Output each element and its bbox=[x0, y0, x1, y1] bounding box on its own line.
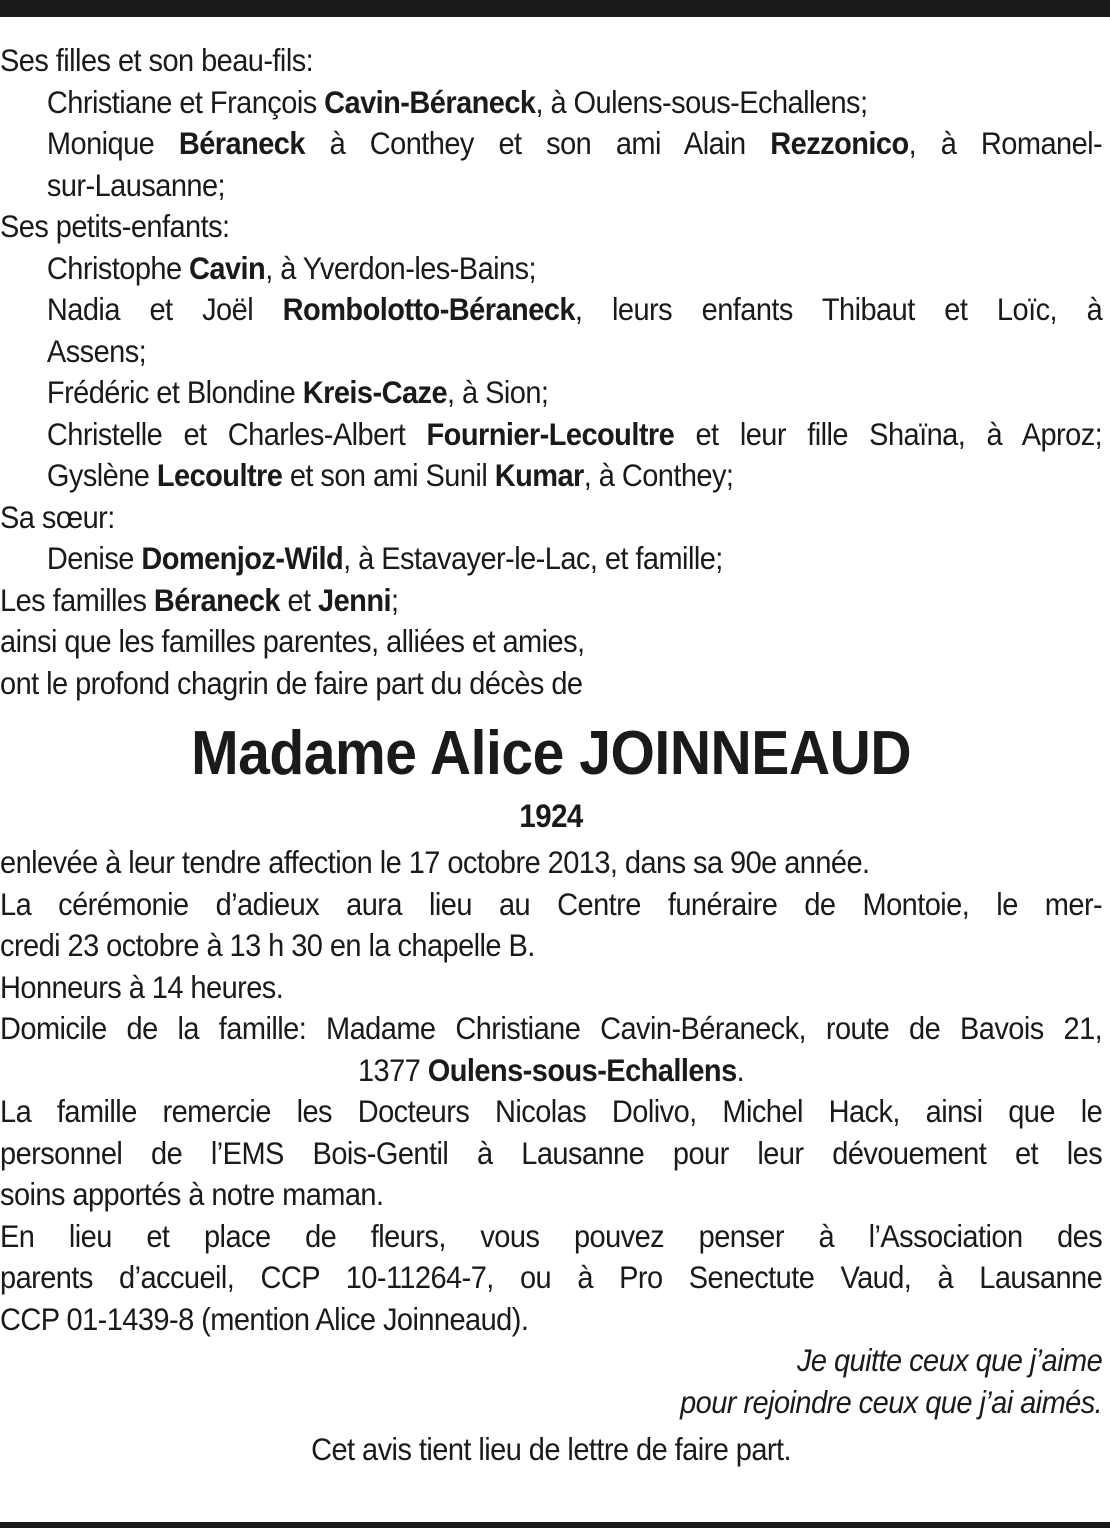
relative-line bbox=[0, 289, 1102, 331]
quote-line bbox=[0, 1382, 1102, 1424]
relative-text: à Conthey et son ami Alain bbox=[304, 125, 771, 161]
relative-surname: Rezzonico bbox=[770, 125, 909, 161]
relative-text: Monique bbox=[46, 125, 179, 161]
honours-text: Honneurs à 14 heures. bbox=[0, 968, 284, 1005]
thanks-text: personnel de l’EMS Bois-Gentil à Lausanne pour leur dévouement et les bbox=[0, 1134, 1103, 1171]
ceremony-line bbox=[0, 925, 1102, 967]
allied-families-line bbox=[0, 621, 1102, 663]
relative-surname: Cavin-Béraneck bbox=[324, 83, 536, 120]
passing-line bbox=[0, 842, 1102, 884]
relative-text: Christiane et François bbox=[46, 83, 325, 120]
relative-text: Christophe bbox=[46, 249, 190, 286]
family-surname: Béraneck bbox=[153, 581, 280, 618]
honours-line bbox=[0, 967, 1102, 1009]
relative-place: , à Sion; bbox=[447, 374, 549, 410]
quote-text: pour rejoindre ceux que j’ai aimés. bbox=[680, 1383, 1103, 1420]
allied-text: ainsi que les familles parentes, alliées et amies, bbox=[0, 623, 585, 659]
relative-text: Christelle et Charles-Albert bbox=[46, 415, 427, 452]
relative-text: Nadia et Joël bbox=[46, 291, 283, 327]
relative-line bbox=[0, 123, 1102, 165]
heading-text: Sa sœur: bbox=[0, 498, 115, 535]
domicile-address-line bbox=[0, 1050, 1102, 1092]
relative-surname: Domenjoz-Wild bbox=[141, 540, 344, 576]
ceremony-text: credi 23 octobre à 13 h 30 en la chapelle B. bbox=[0, 927, 535, 963]
relative-line bbox=[0, 414, 1102, 456]
families-line bbox=[0, 580, 1102, 622]
domicile-text: Domicile de la famille: Madame Christiane Cavin-Béraneck, route de Bavois 21, bbox=[0, 1010, 1103, 1046]
family-surname: Jenni bbox=[318, 581, 391, 618]
relative-text: Gyslène bbox=[46, 457, 157, 493]
relative-line-continued bbox=[0, 331, 1102, 373]
thanks-line bbox=[0, 1174, 1102, 1216]
relative-text: Frédéric et Blondine bbox=[46, 374, 303, 410]
relative-place: Assens; bbox=[46, 332, 147, 369]
flowers-text: En lieu et place de fleurs, vous pouvez penser à l’Association des bbox=[0, 1217, 1103, 1254]
punctuation: . bbox=[736, 1051, 745, 1088]
heading-text: Ses filles et son beau-fils: bbox=[0, 42, 314, 78]
relative-place: et leur fille Shaïna, à Aproz; bbox=[674, 415, 1103, 452]
quote-line bbox=[0, 1340, 1102, 1382]
relative-surname: Cavin bbox=[189, 249, 266, 286]
relative-surname: Kreis-Caze bbox=[302, 374, 448, 410]
postal-code: 1377 bbox=[357, 1051, 428, 1088]
quote-text: Je quitte ceux que j’aime bbox=[796, 1342, 1103, 1378]
relative-line bbox=[0, 538, 1102, 580]
families-text: et bbox=[279, 581, 319, 618]
flowers-line bbox=[0, 1299, 1102, 1341]
sister-heading bbox=[0, 497, 1102, 539]
domicile-line bbox=[0, 1008, 1102, 1050]
top-rule bbox=[0, 0, 1110, 17]
ceremony-line bbox=[0, 884, 1102, 926]
flowers-line bbox=[0, 1257, 1102, 1299]
closing-line bbox=[0, 1429, 1102, 1471]
relative-line bbox=[0, 82, 1102, 124]
families-text: ; bbox=[390, 581, 399, 618]
grandchildren-heading bbox=[0, 206, 1102, 248]
relative-place: , à Yverdon-les-Bains; bbox=[265, 249, 537, 286]
relative-surname: Kumar bbox=[494, 457, 584, 493]
daughters-heading bbox=[0, 40, 1102, 82]
closing-text: Cet avis tient lieu de lettre de faire part. bbox=[311, 1431, 792, 1467]
birth-year: 1924 bbox=[519, 798, 583, 834]
deceased-name: Madame Alice JOINNEAUD bbox=[191, 719, 912, 788]
thanks-text: soins apportés à notre maman. bbox=[0, 1176, 384, 1212]
locality: Oulens-sous-Echallens bbox=[427, 1051, 737, 1088]
announcement-text: ont le profond chagrin de faire part du décès de bbox=[0, 664, 583, 701]
relative-surname: Béraneck bbox=[178, 125, 305, 161]
relative-place: , à Romanel- bbox=[908, 125, 1103, 161]
flowers-line bbox=[0, 1216, 1102, 1258]
flowers-text: CCP 01-1439-8 (mention Alice Joinneaud). bbox=[0, 1300, 529, 1337]
heading-text: Ses petits-enfants: bbox=[0, 208, 230, 244]
relative-line bbox=[0, 455, 1102, 497]
obituary-notice bbox=[0, 40, 1102, 1471]
thanks-line bbox=[0, 1133, 1102, 1175]
bottom-rule bbox=[0, 1522, 1110, 1528]
relative-surname: Rombolotto-Béraneck bbox=[282, 291, 575, 327]
relative-line-continued bbox=[0, 165, 1102, 207]
thanks-text: La famille remercie les Docteurs Nicolas Dolivo, Michel Hack, ainsi que le bbox=[0, 1093, 1103, 1129]
relative-line bbox=[0, 248, 1102, 290]
thanks-line bbox=[0, 1091, 1102, 1133]
relative-place: sur-Lausanne; bbox=[46, 166, 226, 203]
relative-line bbox=[0, 372, 1102, 414]
relative-surname: Lecoultre bbox=[156, 457, 283, 493]
families-text: Les familles bbox=[0, 581, 154, 618]
relative-text: Denise bbox=[46, 540, 142, 576]
ceremony-text: La cérémonie d’adieux aura lieu au Centre funéraire de Montoie, le mer- bbox=[0, 885, 1103, 922]
relative-place: , à Conthey; bbox=[583, 457, 734, 493]
relative-place: , à Estavayer-le-Lac, et famille; bbox=[343, 540, 723, 576]
announcement-line bbox=[0, 663, 1102, 705]
relative-place: , leurs enfants Thibaut et Loïc, à bbox=[574, 291, 1103, 327]
relative-place: , à Oulens-sous-Echallens; bbox=[535, 83, 868, 120]
relative-surname: Fournier-Lecoultre bbox=[426, 415, 675, 452]
flowers-text: parents d’accueil, CCP 10-11264-7, ou à Pro Senectute Vaud, à Lausanne bbox=[0, 1259, 1103, 1295]
relative-text: et son ami Sunil bbox=[282, 457, 495, 493]
passing-text: enlevée à leur tendre affection le 17 octobre 2013, dans sa 90e année. bbox=[0, 844, 870, 880]
